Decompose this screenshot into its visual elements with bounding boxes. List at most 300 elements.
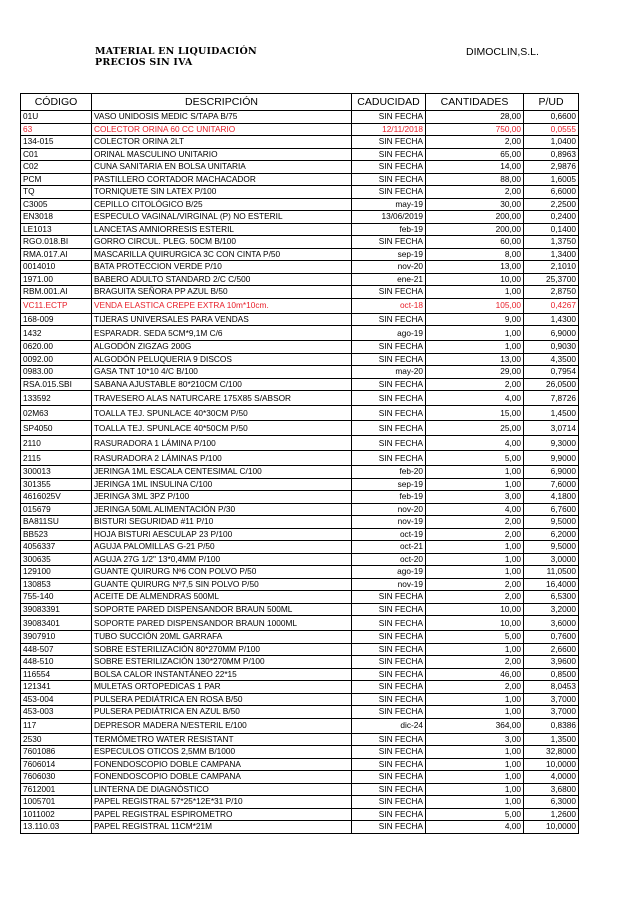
cell-expiry: SIN FECHA (352, 173, 426, 186)
cell-code: 015679 (21, 503, 92, 516)
cell-code: RSA.015.SBI (21, 378, 92, 391)
table-row (21, 436, 579, 451)
cell-description: SOPORTE PARED DISPENSANDOR BRAUN 1000ML (92, 616, 352, 631)
cell-quantity: 88,00 (426, 173, 524, 186)
table-row (21, 746, 579, 759)
cell-expiry: 13/06/2019 (352, 211, 426, 224)
cell-price: 4,0000 (524, 771, 579, 784)
cell-expiry: SIN FECHA (352, 286, 426, 299)
cell-code: PCM (21, 173, 92, 186)
cell-price: 6,9000 (524, 326, 579, 341)
cell-code: 63 (21, 123, 92, 136)
cell-price: 3,2000 (524, 603, 579, 616)
table-row (21, 261, 579, 274)
cell-quantity: 750,00 (426, 123, 524, 136)
cell-description: TORNIQUETE SIN LATEX P/100 (92, 186, 352, 199)
cell-quantity: 46,00 (426, 668, 524, 681)
cell-expiry: SIN FECHA (352, 136, 426, 149)
cell-description: GUANTE QUIRURG Nº7,5 SIN POLVO P/50 (92, 578, 352, 591)
cell-code: 0014010 (21, 261, 92, 274)
cell-code: 453-004 (21, 693, 92, 706)
cell-expiry: SIN FECHA (352, 451, 426, 466)
cell-description: PAPEL REGISTRAL 57*25*12E*31 P/10 (92, 796, 352, 809)
cell-quantity: 2,00 (426, 528, 524, 541)
cell-code: 0620.00 (21, 341, 92, 354)
table-row (21, 643, 579, 656)
cell-description: PASTILLERO CORTADOR MACHACADOR (92, 173, 352, 186)
table-row (21, 353, 579, 366)
cell-description: FONENDOSCOPIO DOBLE CAMPANA (92, 758, 352, 771)
cell-description: LANCETAS AMNIORRESIS ESTERIL (92, 223, 352, 236)
cell-quantity: 364,00 (426, 718, 524, 733)
cell-expiry: SIN FECHA (352, 681, 426, 694)
cell-expiry: SIN FECHA (352, 668, 426, 681)
cell-quantity: 5,00 (426, 451, 524, 466)
cell-expiry: oct-20 (352, 553, 426, 566)
cell-description: TOALLA TEJ. SPUNLACE 40*50CM P/50 (92, 421, 352, 436)
cell-price: 3,9600 (524, 656, 579, 669)
cell-description: CEPILLO CITOLÓGICO B/25 (92, 198, 352, 211)
cell-quantity: 200,00 (426, 211, 524, 224)
table-row (21, 603, 579, 616)
cell-code: 4616025V (21, 491, 92, 504)
cell-description: SOPORTE PARED DISPENSANDOR BRAUN 500ML (92, 603, 352, 616)
cell-quantity: 1,00 (426, 643, 524, 656)
table-row (21, 173, 579, 186)
cell-code: 301355 (21, 478, 92, 491)
cell-price: 6,3000 (524, 796, 579, 809)
cell-code: 02M63 (21, 406, 92, 421)
cell-description: TOALLA TEJ. SPUNLACE 40*30CM P/50 (92, 406, 352, 421)
cell-expiry: oct-18 (352, 298, 426, 313)
cell-expiry: nov-19 (352, 516, 426, 529)
cell-quantity: 1,00 (426, 693, 524, 706)
cell-expiry: SIN FECHA (352, 313, 426, 326)
cell-price: 11,0500 (524, 566, 579, 579)
table-row (21, 566, 579, 579)
cell-expiry: SIN FECHA (352, 111, 426, 124)
column-header-expiry: CADUCIDAD (352, 94, 426, 111)
cell-code: C01 (21, 148, 92, 161)
table-row (21, 656, 579, 669)
cell-price: 1,2600 (524, 808, 579, 821)
cell-description: BISTURI SEGURIDAD #11 P/10 (92, 516, 352, 529)
cell-expiry: ene-21 (352, 273, 426, 286)
cell-code: 130853 (21, 578, 92, 591)
cell-quantity: 1,00 (426, 758, 524, 771)
cell-price: 0,9030 (524, 341, 579, 354)
cell-expiry: SIN FECHA (352, 341, 426, 354)
cell-price: 7,6000 (524, 478, 579, 491)
cell-code: 121341 (21, 681, 92, 694)
cell-price: 3,0000 (524, 553, 579, 566)
cell-quantity: 65,00 (426, 148, 524, 161)
table-row (21, 718, 579, 733)
cell-quantity: 9,00 (426, 313, 524, 326)
cell-expiry: SIN FECHA (352, 733, 426, 746)
cell-quantity: 13,00 (426, 353, 524, 366)
cell-code: RMA.017.AI (21, 248, 92, 261)
cell-price: 10,0000 (524, 758, 579, 771)
cell-expiry: SIN FECHA (352, 378, 426, 391)
table-row (21, 451, 579, 466)
table-row (21, 541, 579, 554)
cell-price: 2,2500 (524, 198, 579, 211)
cell-expiry: SIN FECHA (352, 758, 426, 771)
cell-description: TERMÓMETRO WATER RESISTANT (92, 733, 352, 746)
cell-price: 25,3700 (524, 273, 579, 286)
cell-quantity: 2,00 (426, 578, 524, 591)
cell-code: RBM.001.AI (21, 286, 92, 299)
cell-description: RASURADORA 2 LÁMINAS P/100 (92, 451, 352, 466)
cell-description: MASCARILLA QUIRURGICA 3C CON CINTA P/50 (92, 248, 352, 261)
cell-code: 0092.00 (21, 353, 92, 366)
cell-expiry: SIN FECHA (352, 631, 426, 644)
cell-price: 0,4267 (524, 298, 579, 313)
cell-quantity: 10,00 (426, 273, 524, 286)
cell-price: 6,9000 (524, 466, 579, 479)
cell-price: 4,1800 (524, 491, 579, 504)
cell-quantity: 1,00 (426, 286, 524, 299)
cell-description: GASA TNT 10*10 4/C B/100 (92, 366, 352, 379)
table-row (21, 821, 579, 834)
cell-quantity: 1,00 (426, 326, 524, 341)
cell-price: 6,7600 (524, 503, 579, 516)
table-row (21, 341, 579, 354)
cell-description: VENDA ELASTICA CREPE EXTRA 10m*10cm. (92, 298, 352, 313)
cell-code: 39083391 (21, 603, 92, 616)
cell-description: SOBRE ESTERILIZACIÓN 80*270MM P/100 (92, 643, 352, 656)
cell-description: JERINGA 50ML ALIMENTACIÓN P/30 (92, 503, 352, 516)
table-body (21, 111, 579, 834)
cell-code: 1005701 (21, 796, 92, 809)
cell-quantity: 5,00 (426, 808, 524, 821)
cell-description: PULSERA PEDIÁTRICA EN AZUL B/50 (92, 706, 352, 719)
cell-price: 8,0453 (524, 681, 579, 694)
cell-quantity: 1,00 (426, 783, 524, 796)
cell-code: 39083401 (21, 616, 92, 631)
table-row (21, 366, 579, 379)
cell-quantity: 14,00 (426, 161, 524, 174)
table-row (21, 136, 579, 149)
cell-price: 0,0555 (524, 123, 579, 136)
cell-quantity: 2,00 (426, 186, 524, 199)
cell-expiry: dic-24 (352, 718, 426, 733)
table-row (21, 198, 579, 211)
table-row (21, 421, 579, 436)
cell-code: 168-009 (21, 313, 92, 326)
cell-code: 7601086 (21, 746, 92, 759)
cell-quantity: 1,00 (426, 796, 524, 809)
table-row (21, 758, 579, 771)
cell-code: 7606030 (21, 771, 92, 784)
cell-description: TIJERAS UNIVERSALES PARA VENDAS (92, 313, 352, 326)
cell-description: BRAGUITA SEÑORA PP AZUL B/50 (92, 286, 352, 299)
cell-expiry: SIN FECHA (352, 406, 426, 421)
cell-expiry: SIN FECHA (352, 643, 426, 656)
cell-code: 13.110.03 (21, 821, 92, 834)
cell-code: 448-507 (21, 643, 92, 656)
table-row (21, 391, 579, 406)
cell-quantity: 1,00 (426, 746, 524, 759)
cell-expiry: SIN FECHA (352, 161, 426, 174)
cell-expiry: SIN FECHA (352, 436, 426, 451)
cell-quantity: 2,00 (426, 378, 524, 391)
cell-code: 129100 (21, 566, 92, 579)
cell-price: 6,6000 (524, 186, 579, 199)
cell-code: 300635 (21, 553, 92, 566)
table-row (21, 706, 579, 719)
cell-quantity: 4,00 (426, 436, 524, 451)
cell-code: 133592 (21, 391, 92, 406)
cell-description: FONENDOSCOPIO DOBLE CAMPANA (92, 771, 352, 784)
cell-code: 3907910 (21, 631, 92, 644)
cell-expiry: ago-19 (352, 566, 426, 579)
cell-price: 1,4500 (524, 406, 579, 421)
cell-quantity: 60,00 (426, 236, 524, 249)
cell-description: ACEITE DE ALMENDRAS 500ML (92, 591, 352, 604)
column-header-quantity: CANTIDADES (426, 94, 524, 111)
cell-price: 3,7000 (524, 706, 579, 719)
cell-expiry: feb-19 (352, 223, 426, 236)
cell-description: ESPECULOS OTICOS 2,5MM B/1000 (92, 746, 352, 759)
cell-description: ESPARADR. SEDA 5CM*9,1M C/6 (92, 326, 352, 341)
cell-quantity: 1,00 (426, 771, 524, 784)
cell-description: SABANA AJUSTABLE 80*210CM C/100 (92, 378, 352, 391)
table-row (21, 668, 579, 681)
cell-quantity: 1,00 (426, 566, 524, 579)
cell-price: 1,3500 (524, 733, 579, 746)
table-row (21, 681, 579, 694)
column-header-description: DESCRIPCIÓN (92, 94, 352, 111)
cell-price: 2,8750 (524, 286, 579, 299)
cell-expiry: ago-19 (352, 326, 426, 341)
cell-price: 2,6600 (524, 643, 579, 656)
cell-code: BA811SU (21, 516, 92, 529)
cell-price: 26,0500 (524, 378, 579, 391)
cell-description: COLECTOR ORINA 60 CC UNITARIO (92, 123, 352, 136)
cell-description: LINTERNA DE DIAGNÓSTICO (92, 783, 352, 796)
table-row (21, 553, 579, 566)
cell-expiry: SIN FECHA (352, 656, 426, 669)
cell-expiry: SIN FECHA (352, 783, 426, 796)
table-row (21, 406, 579, 421)
cell-price: 0,7600 (524, 631, 579, 644)
cell-code: C3005 (21, 198, 92, 211)
cell-code: TQ (21, 186, 92, 199)
cell-description: MULETAS ORTOPEDICAS 1 PAR (92, 681, 352, 694)
cell-description: JERINGA 3ML 3PZ P/100 (92, 491, 352, 504)
cell-price: 6,2000 (524, 528, 579, 541)
cell-quantity: 10,00 (426, 616, 524, 631)
company-name: DIMOCLIN,S.L. (466, 46, 539, 58)
cell-code: 2110 (21, 436, 92, 451)
cell-quantity: 1,00 (426, 553, 524, 566)
cell-price: 1,3400 (524, 248, 579, 261)
cell-expiry: feb-19 (352, 491, 426, 504)
cell-expiry: SIN FECHA (352, 148, 426, 161)
cell-quantity: 25,00 (426, 421, 524, 436)
table-row (21, 733, 579, 746)
cell-expiry: SIN FECHA (352, 591, 426, 604)
cell-quantity: 10,00 (426, 603, 524, 616)
table-row (21, 516, 579, 529)
cell-code: 116554 (21, 668, 92, 681)
cell-description: COLECTOR ORINA 2LT (92, 136, 352, 149)
table-row (21, 503, 579, 516)
cell-expiry: sep-19 (352, 248, 426, 261)
cell-price: 0,2400 (524, 211, 579, 224)
cell-description: ALGODÓN ZIGZAG 200G (92, 341, 352, 354)
cell-quantity: 3,00 (426, 491, 524, 504)
table-header-row (21, 94, 579, 111)
cell-code: 1971.00 (21, 273, 92, 286)
cell-quantity: 15,00 (426, 406, 524, 421)
cell-price: 9,5000 (524, 516, 579, 529)
table-row (21, 313, 579, 326)
cell-code: BB523 (21, 528, 92, 541)
cell-description: ALGODÓN PELUQUERIA 9 DISCOS (92, 353, 352, 366)
cell-quantity: 13,00 (426, 261, 524, 274)
cell-expiry: SIN FECHA (352, 421, 426, 436)
cell-description: PAPEL REGISTRAL 11CM*21M (92, 821, 352, 834)
cell-code: 2530 (21, 733, 92, 746)
cell-code: LE1013 (21, 223, 92, 236)
cell-quantity: 4,00 (426, 821, 524, 834)
cell-quantity: 2,00 (426, 136, 524, 149)
cell-description: AGUJA PALOMILLAS G-21 P/50 (92, 541, 352, 554)
table-row (21, 236, 579, 249)
cell-description: GUANTE QUIRURG Nº6 CON POLVO P/50 (92, 566, 352, 579)
cell-description: JERINGA 1ML ESCALA CENTESIMAL C/100 (92, 466, 352, 479)
cell-code: 117 (21, 718, 92, 733)
table-row (21, 123, 579, 136)
cell-code: 755-140 (21, 591, 92, 604)
column-header-code: CÓDIGO (21, 94, 92, 111)
table-row (21, 273, 579, 286)
table-row (21, 478, 579, 491)
cell-quantity: 4,00 (426, 503, 524, 516)
cell-description: JERINGA 1ML INSULINA C/100 (92, 478, 352, 491)
cell-description: BOLSA CALOR INSTANTÁNEO 22*15 (92, 668, 352, 681)
cell-expiry: nov-19 (352, 578, 426, 591)
cell-price: 0,1400 (524, 223, 579, 236)
cell-description: DEPRESOR MADERA N/ESTERIL E/100 (92, 718, 352, 733)
cell-price: 7,8726 (524, 391, 579, 406)
table-row (21, 326, 579, 341)
table-row (21, 148, 579, 161)
cell-description: BATA PROTECCION VERDE P/10 (92, 261, 352, 274)
cell-quantity: 1,00 (426, 706, 524, 719)
table-row (21, 771, 579, 784)
cell-quantity: 2,00 (426, 516, 524, 529)
cell-price: 1,6005 (524, 173, 579, 186)
cell-expiry: SIN FECHA (352, 746, 426, 759)
cell-code: 7612001 (21, 783, 92, 796)
table-row (21, 808, 579, 821)
table-row (21, 591, 579, 604)
cell-quantity: 2,00 (426, 656, 524, 669)
cell-expiry: SIN FECHA (352, 353, 426, 366)
cell-expiry: 12/11/2018 (352, 123, 426, 136)
cell-description: RASURADORA 1 LÁMINA P/100 (92, 436, 352, 451)
cell-expiry: nov-20 (352, 503, 426, 516)
cell-quantity: 1,00 (426, 541, 524, 554)
cell-description: AGUJA 27G 1/2" 13*0,4MM P/100 (92, 553, 352, 566)
cell-quantity: 1,00 (426, 466, 524, 479)
cell-expiry: SIN FECHA (352, 391, 426, 406)
cell-expiry: SIN FECHA (352, 706, 426, 719)
table-row (21, 491, 579, 504)
table-row (21, 631, 579, 644)
cell-quantity: 2,00 (426, 681, 524, 694)
cell-code: EN3018 (21, 211, 92, 224)
cell-price: 0,8386 (524, 718, 579, 733)
cell-expiry: SIN FECHA (352, 821, 426, 834)
cell-quantity: 1,00 (426, 478, 524, 491)
cell-description: CUNA SANITARIA EN BOLSA UNITARIA (92, 161, 352, 174)
table-row (21, 161, 579, 174)
title-line-1: MATERIAL EN LIQUIDACIÓN (95, 46, 257, 57)
table-row (21, 248, 579, 261)
cell-code: 134-015 (21, 136, 92, 149)
cell-description: HOJA BISTURI AESCULAP 23 P/100 (92, 528, 352, 541)
cell-price: 10,0000 (524, 821, 579, 834)
cell-quantity: 105,00 (426, 298, 524, 313)
cell-description: PULSERA PEDIÁTRICA EN ROSA B/50 (92, 693, 352, 706)
cell-description: ESPECULO VAGINAL/VIRGINAL (P) NO ESTERIL (92, 211, 352, 224)
cell-price: 3,7000 (524, 693, 579, 706)
table-row (21, 378, 579, 391)
cell-price: 0,6600 (524, 111, 579, 124)
cell-code: 448-510 (21, 656, 92, 669)
cell-price: 3,0714 (524, 421, 579, 436)
cell-expiry: SIN FECHA (352, 236, 426, 249)
cell-price: 4,3500 (524, 353, 579, 366)
table-row (21, 186, 579, 199)
cell-code: 1432 (21, 326, 92, 341)
cell-code: SP4050 (21, 421, 92, 436)
table-row (21, 616, 579, 631)
cell-quantity: 3,00 (426, 733, 524, 746)
cell-description: PAPEL REGISTRAL ESPIROMETRO (92, 808, 352, 821)
cell-price: 9,9000 (524, 451, 579, 466)
cell-quantity: 30,00 (426, 198, 524, 211)
cell-expiry: SIN FECHA (352, 603, 426, 616)
table-row (21, 528, 579, 541)
cell-code: 01U (21, 111, 92, 124)
cell-expiry: oct-19 (352, 528, 426, 541)
cell-expiry: feb-20 (352, 466, 426, 479)
cell-expiry: SIN FECHA (352, 771, 426, 784)
cell-price: 2,9876 (524, 161, 579, 174)
cell-price: 0,8500 (524, 668, 579, 681)
cell-expiry: SIN FECHA (352, 186, 426, 199)
cell-price: 0,7954 (524, 366, 579, 379)
cell-expiry: SIN FECHA (352, 808, 426, 821)
table-row (21, 693, 579, 706)
table-row (21, 211, 579, 224)
table-row (21, 783, 579, 796)
cell-code: 0983.00 (21, 366, 92, 379)
cell-code: 2115 (21, 451, 92, 466)
table-row (21, 111, 579, 124)
cell-expiry: may-20 (352, 366, 426, 379)
cell-code: 300013 (21, 466, 92, 479)
cell-price: 32,8000 (524, 746, 579, 759)
cell-quantity: 5,00 (426, 631, 524, 644)
cell-price: 2,1010 (524, 261, 579, 274)
